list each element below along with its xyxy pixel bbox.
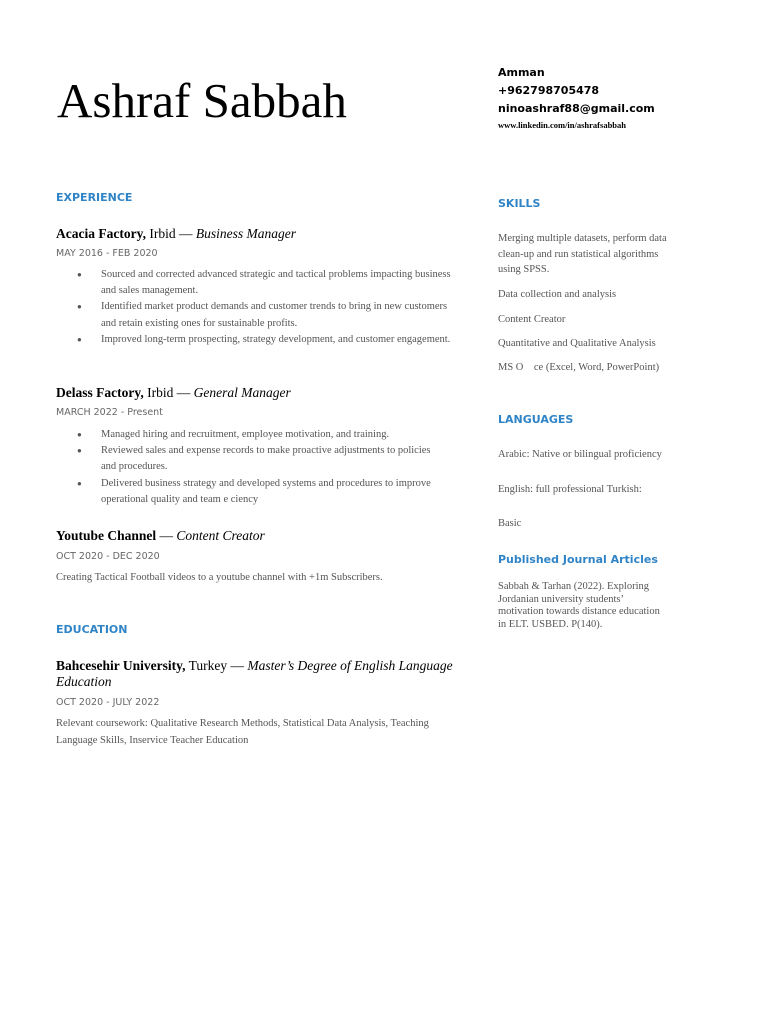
skill-item: Merging multiple datasets, perform data clean-up and run statistical algorithms using SPSS. [498,233,667,275]
school-name: Bahcesehir University, [56,658,186,673]
language-item: Arabic: Native or bilingual proficiency [498,449,662,460]
skill-item: MS O ce (Excel, Word, PowerPoint) [498,362,660,373]
job-dates-1: MAY 2016 - FEB 2020 [56,248,158,259]
list-item: ● Reviewed sales and expense records to make proactive adjustments to policies and procedures. [56,443,436,475]
education-heading: EDUCATION [56,623,128,636]
job-role: Business Manager [195,226,296,241]
job-org: Youtube Channel [56,528,157,543]
candidate-name: Ashraf Sabbah [57,73,347,128]
contact-linkedin[interactable]: www.linkedin.com/in/ashrafsabbah [498,120,627,130]
list-item: ● Improved long-term prospecting, strategy development, and customer engagement. [56,332,461,348]
job-location: Irbid — [145,226,196,241]
education-dates: OCT 2020 - JULY 2022 [56,697,160,708]
skill-item: Quantitative and Qualitative Analysis [498,338,656,349]
job-location: — [156,528,177,543]
articles-heading: Published Journal Articles [498,553,658,566]
job-title-2 [56,385,291,401]
job-title-3 [56,528,265,544]
job-org: Acacia Factory, [56,226,146,241]
job-role: General Manager [193,385,291,400]
education-coursework: Relevant coursework: Qualitative Research Methods, Statistical Data Analysis, Teaching Language Skills, Inservice Teacher Education [56,718,429,746]
language-item: Basic [498,518,522,529]
contact-email[interactable]: ninoashraf88@gmail.com [498,102,655,115]
list-item: ● Sourced and corrected advanced strategic and tactical problems impacting business and sales management. [56,267,461,299]
degree-name: Master’s Degree of English Language Education [56,658,453,689]
school-location: Turkey — [185,658,248,673]
skill-item: Content Creator [498,314,566,325]
experience-heading: EXPERIENCE [56,191,133,204]
job-location: Irbid — [143,385,194,400]
list-item: ● Managed hiring and recruitment, employee motivation, and training. [56,427,436,443]
job-dates-2: MARCH 2022 - Present [56,407,163,418]
article-citation: Sabbah & Tarhan (2022). Exploring Jordanian university students’ motivation towards distance education in ELT. USBED. P(140). [498,581,660,630]
job-dates-3: OCT 2020 - DEC 2020 [56,551,160,562]
skills-heading: SKILLS [498,197,541,210]
job-bullets-1 [56,267,461,348]
list-item: ● Delivered business strategy and developed systems and procedures to improve operational quality and team e ciency [56,476,436,508]
languages-heading: LANGUAGES [498,413,574,426]
contact-phone: +962798705478 [498,84,600,97]
job-org: Delass Factory, [56,385,144,400]
job-bullets-2 [56,427,436,508]
language-item: English: full professional Turkish: [498,484,642,495]
skill-item: Data collection and analysis [498,289,617,300]
contact-city: Amman [498,66,545,79]
job-role: Content Creator [176,528,265,543]
job-description-3: Creating Tactical Football videos to a youtube channel with +1m Subscribers. [56,572,383,583]
list-item: ● Identified market product demands and customer trends to bring in new customers and retain existing ones for sustainable profits. [56,299,461,331]
job-title-1 [56,226,296,242]
education-title [56,658,466,690]
